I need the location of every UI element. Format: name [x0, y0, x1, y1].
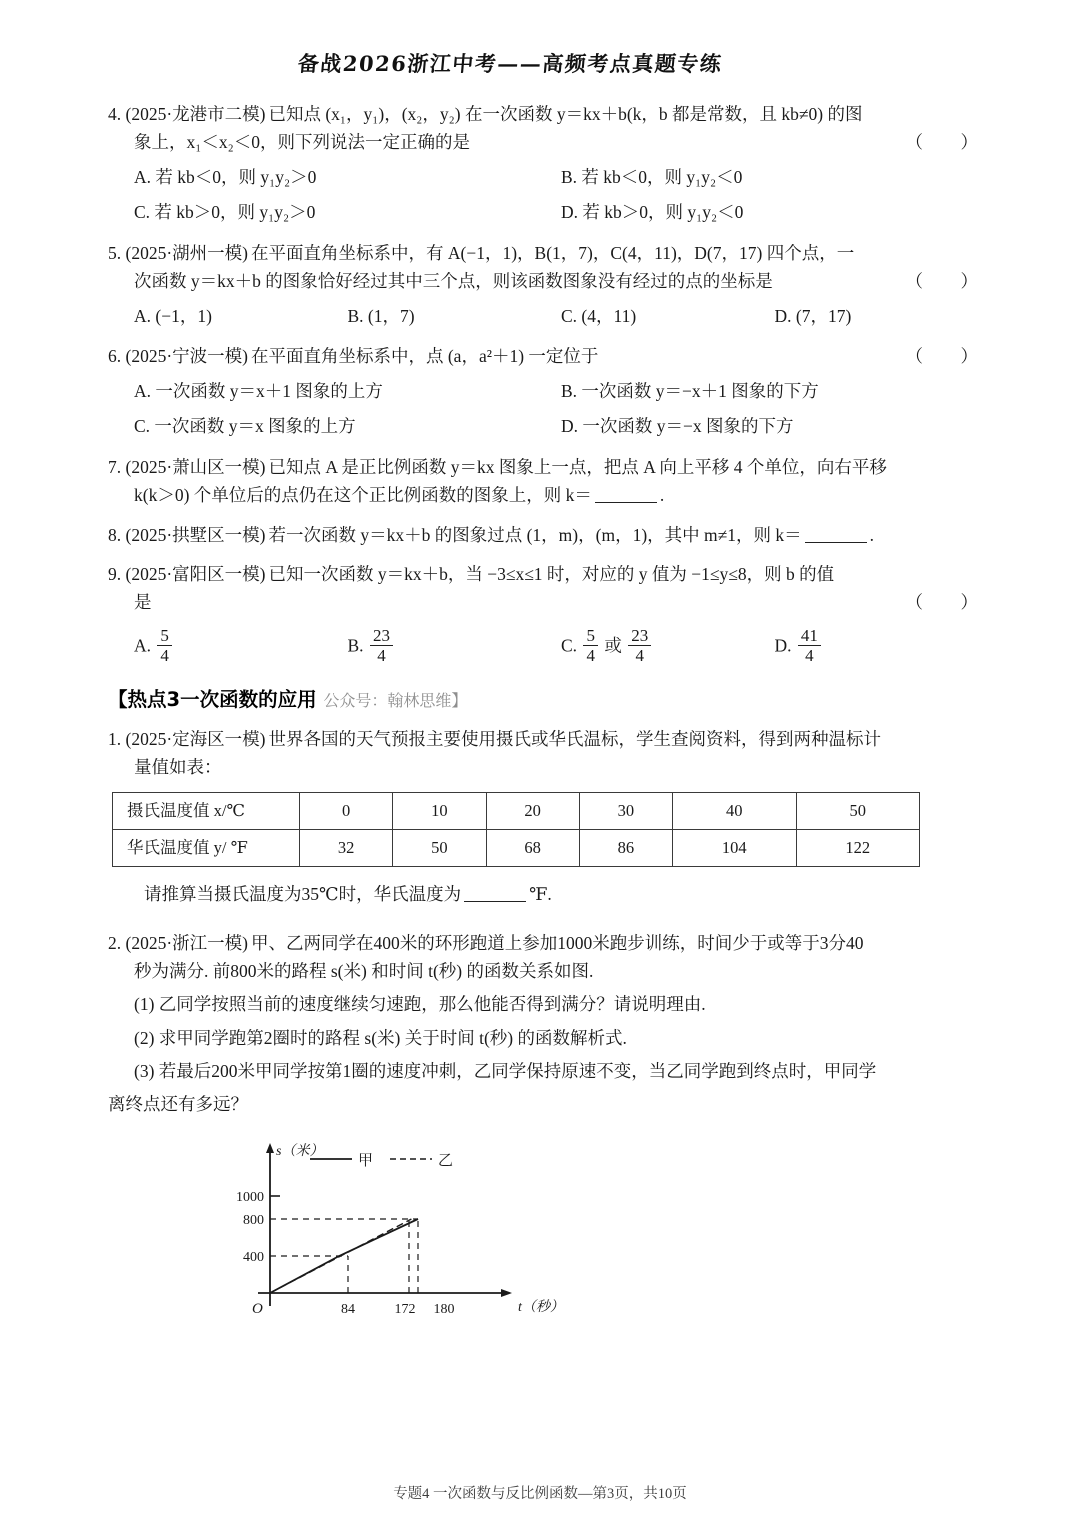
cell-fahrenheit-1: 50: [393, 830, 486, 867]
app-question-1-number: 1. (2025·定海区一模): [108, 728, 266, 749]
option-c[interactable]: C. $\frac{5}{4}$ 或 $\frac{23}{4}$: [561, 626, 775, 665]
question-5-options: [108, 301, 988, 332]
question-6: [108, 342, 988, 442]
question-4-answer-paren: （ ）: [905, 132, 988, 153]
app-question-2-line2: 秒为满分. 前800米的路程 s(米) 和时间 t(秒) 的函数关系如图.: [134, 961, 594, 981]
question-9-line2: （ ） 是: [134, 588, 988, 616]
row-header-celsius: 摄氏温度值 x/℃: [113, 793, 300, 830]
table-row-celsius: [113, 793, 920, 830]
answer-blank-8[interactable]: [805, 527, 867, 543]
app-question-2: [108, 929, 988, 1119]
option-c[interactable]: C. (4，11): [561, 305, 637, 326]
page-footer: [0, 1482, 1080, 1503]
question-8: [108, 521, 988, 549]
section-heading: [108, 684, 988, 712]
option-d[interactable]: D. (7，17): [774, 305, 852, 326]
cell-fahrenheit-0: 32: [300, 830, 393, 867]
app-question-1: [108, 725, 988, 909]
question-5: [108, 239, 988, 331]
question-4-number: 4. (2025·龙港市二模): [108, 104, 266, 124]
document-content: [108, 100, 988, 1331]
question-7-line2: k(k＞0) 个单位后的点仍在这个正比例函数的图象上，则 k＝ .: [134, 485, 665, 506]
question-5-line2: （ ） 次函数 y＝kx＋b 的图象恰好经过其中三个点，则该函数图象没有经过的点的坐标是: [134, 267, 988, 295]
question-9-answer-paren: （ ）: [905, 592, 988, 613]
option-a[interactable]: A. $\frac{5}{4}$: [134, 626, 348, 665]
question-7-number: 7. (2025·萧山区一模): [108, 456, 266, 477]
question-6-answer-paren: （ ）: [905, 346, 988, 367]
x-tick-label-84: 84: [341, 1301, 355, 1317]
question-9: [108, 560, 988, 665]
y-tick-label-400: 400: [243, 1249, 264, 1265]
page-header: [0, 48, 1080, 78]
question-6-options-row1: [108, 376, 988, 407]
app-question-2-number: 2. (2025·浙江一模): [108, 932, 248, 953]
cell-celsius-0: 0: [300, 793, 393, 830]
question-9-options: [108, 626, 988, 665]
app-question-1-line2: 量值如表：: [134, 756, 222, 777]
option-c[interactable]: C. 一次函数 y＝x 图象的上方: [134, 416, 356, 437]
section-heading-title: 【热点3一次函数的应用: [108, 687, 317, 711]
graph-svg: [200, 1141, 580, 1326]
temperature-table-wrap: [112, 792, 988, 867]
temperature-table: [112, 792, 920, 867]
cell-fahrenheit-5: 122: [796, 830, 920, 867]
answer-blank-app1[interactable]: [464, 886, 526, 902]
series-yi-line: [270, 1219, 411, 1293]
y-axis-arrow: [266, 1143, 274, 1153]
option-b[interactable]: B. 一次函数 y＝−x＋1 图象的下方: [561, 380, 819, 401]
option-d[interactable]: D. 若 kb＞0，则 y₁y₂＜0: [561, 202, 744, 223]
question-4-line1: 已知点 (x₁，y₁)，(x₂，y₂) 在一次函数 y＝kx＋b(k，b 都是常数，且 kb≠0) 的图: [268, 104, 863, 124]
distance-time-graph: [108, 1141, 988, 1331]
answer-blank-7[interactable]: [595, 487, 657, 503]
option-b[interactable]: B. (1，7): [347, 305, 415, 326]
question-6-line1: （ ） 在平面直角坐标系中，点 (a，a²＋1) 一定位于: [251, 342, 988, 370]
question-9-line1: 已知一次函数 y＝kx＋b，当 −3≤x≤1 时，对应的 y 值为 −1≤y≤8，则 b 的值: [268, 563, 835, 584]
question-8-number: 8. (2025·拱墅区一模): [108, 524, 266, 545]
question-8-line1: 若一次函数 y＝kx＋b 的图象过点 (1，m)，(m，1)，其中 m≠1，则 k＝ .: [268, 524, 874, 545]
y-tick-label-1000: 1000: [236, 1189, 264, 1205]
question-4-options-row1: [108, 162, 988, 193]
app-question-2-sub3: (3) 若最后200米甲同学按第1圈的速度冲刺，乙同学保持原速不变，当乙同学跑到终点时，甲同学: [134, 1061, 877, 1082]
question-7-line1: 已知点 A 是正比例函数 y＝kx 图象上一点，把点 A 向上平移 4 个单位，向右平移: [268, 456, 887, 477]
cell-fahrenheit-4: 104: [673, 830, 796, 867]
fraction-c-conjunction: 或: [604, 635, 622, 656]
y-tick-label-800: 800: [243, 1212, 264, 1228]
header-title: 备战2026浙江中考——高频考点真题专练: [296, 51, 724, 76]
cell-fahrenheit-2: 68: [486, 830, 579, 867]
cell-celsius-1: 10: [393, 793, 486, 830]
cell-celsius-5: 50: [796, 793, 920, 830]
option-b[interactable]: B. 若 kb＜0，则 y₁y₂＜0: [561, 166, 743, 187]
section-heading-watermark: 公众号：翰林思维】: [323, 692, 468, 710]
app-question-2-sub2: (2) 求甲同学跑第2圈时的路程 s(米) 关于时间 t(秒) 的函数解析式.: [134, 1027, 627, 1048]
question-4-line2: （ ） 象上，x₁＜x₂＜0，则下列说法一定正确的是: [134, 128, 988, 156]
y-axis-label: s（米）: [276, 1143, 324, 1159]
cell-celsius-2: 20: [486, 793, 579, 830]
option-b[interactable]: B. $\frac{23}{4}$: [348, 626, 562, 665]
fraction-b: $\frac{23}{4}$: [370, 626, 393, 665]
app-question-2-sub3-cont: 离终点还有多远？: [108, 1094, 248, 1115]
fraction-a: $\frac{5}{4}$: [157, 626, 172, 665]
legend-jia-label: 甲: [358, 1150, 374, 1169]
app-question-2-sub1: (1) 乙同学按照当前的速度继续匀速跑，那么他能否得到满分？请说明理由.: [134, 994, 706, 1015]
question-6-options-row2: [108, 411, 988, 442]
x-tick-label-180: 180: [433, 1301, 455, 1317]
table-row-fahrenheit: [113, 830, 920, 867]
fraction-c2: $\frac{23}{4}$: [628, 626, 651, 665]
cell-celsius-4: 40: [673, 793, 796, 830]
x-tick-label-172: 172: [394, 1301, 416, 1317]
row-header-fahrenheit: 华氏温度值 y/ ℉: [113, 830, 300, 867]
option-d[interactable]: D. $\frac{41}{4}$: [775, 626, 989, 665]
x-axis-label: t（秒）: [518, 1299, 564, 1315]
origin-label: O: [252, 1300, 263, 1317]
app-question-1-line1: 世界各国的天气预报主要使用摄氏或华氏温标，学生查阅资料，得到两种温标计: [268, 728, 881, 749]
x-axis-arrow: [501, 1289, 512, 1297]
footer-text: 专题4 一次函数与反比例函数—第3页，共10页: [393, 1486, 687, 1502]
app-question-1-prompt: 请推算当摄氏温度为35℃时，华氏温度为 ℉.: [144, 884, 552, 905]
app-question-2-line1: 甲、乙两同学在400米的环形跑道上参加1000米跑步训练，时间少于或等于3分40: [250, 932, 864, 953]
option-c[interactable]: C. 若 kb＞0，则 y₁y₂＞0: [134, 202, 316, 223]
fraction-d: $\frac{41}{4}$: [798, 626, 821, 665]
option-a[interactable]: A. 若 kb＜0，则 y₁y₂＞0: [134, 166, 317, 187]
question-6-number: 6. (2025·宁波一模): [108, 346, 248, 367]
question-5-line1: 在平面直角坐标系中，有 A(−1，1)，B(1，7)，C(4，11)，D(7，17) 四个点，一: [250, 242, 855, 263]
option-a[interactable]: A. (−1，1): [134, 305, 212, 326]
cell-fahrenheit-3: 86: [579, 830, 672, 867]
question-9-number: 9. (2025·富阳区一模): [108, 563, 266, 584]
option-d[interactable]: D. 一次函数 y＝−x 图象的下方: [561, 416, 794, 437]
cell-celsius-3: 30: [579, 793, 672, 830]
question-5-answer-paren: （ ）: [905, 271, 988, 292]
option-a[interactable]: A. 一次函数 y＝x＋1 图象的上方: [134, 380, 383, 401]
question-5-number: 5. (2025·湖州一模): [108, 242, 248, 263]
question-4-options-row2: [108, 197, 988, 228]
legend-yi-label: 乙: [438, 1150, 454, 1169]
question-4: [108, 100, 988, 228]
question-7: [108, 453, 988, 510]
fraction-c1: $\frac{5}{4}$: [583, 626, 598, 665]
